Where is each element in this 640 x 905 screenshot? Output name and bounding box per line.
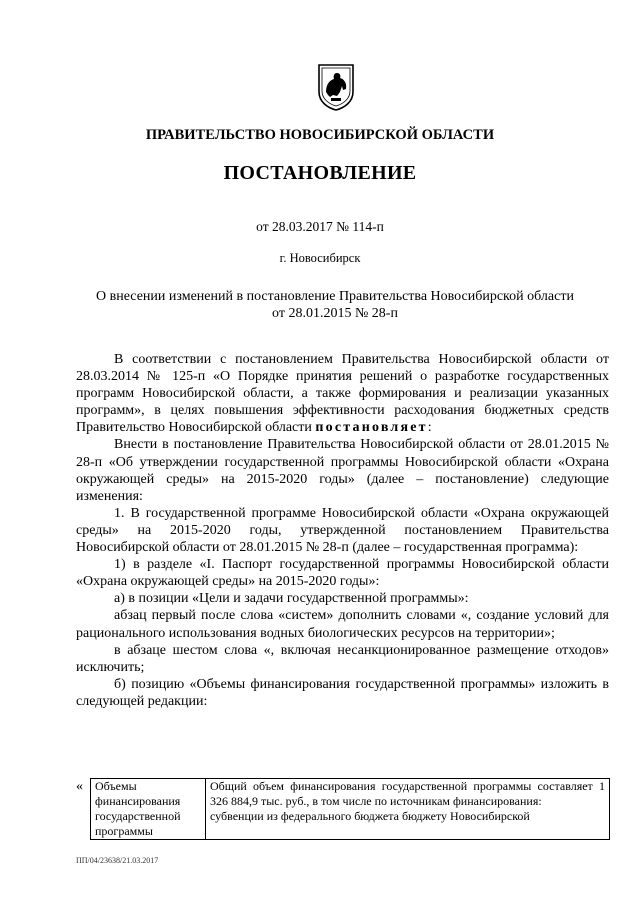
date-number: от 28.03.2017 № 114-п	[256, 219, 384, 234]
table-row	[91, 779, 610, 840]
paragraph-3: 1. В государственной программе Новосибирской области «Охрана окружающей среды» на 2015-2020 годы, утвержденной постановлением Правительства Новосибирской области от 28.01.2015 № 28-п (далее – государственная программа):	[76, 505, 609, 556]
city: г. Новосибирск	[279, 251, 361, 265]
financing-text-continued: субвенции из федерального бюджета бюджету Новосибирской	[210, 809, 530, 823]
footer-code: ПП/04/23638/21.03.2017	[76, 856, 159, 865]
document-type-title: ПОСТАНОВЛЕНИЕ	[223, 162, 417, 184]
financing-text: Общий объем финансирования государственной программы составляет 1 326 884,9 тыс. руб., в том числе по источникам финансирования:	[210, 779, 605, 808]
table-cell-value	[206, 779, 610, 840]
paragraph-5: а) в позиции «Цели и задачи государственной программы»:	[114, 591, 469, 607]
paragraph-1	[76, 351, 609, 436]
paragraph-1-end: :	[427, 420, 432, 436]
paragraph-1-text: В соответствии с постановлением Правительства Новосибирской области от 28.03.2014 № 125-п «О Порядке принятия решений о разработке государственных программ Новосибирской области, а также формирования и реализации указанных программ», в целях повышения эффективности расходования бюджетных средств Правительство Новосибирской области	[76, 352, 609, 436]
subject-line-1: О внесении изменений в постановление Правительства Новосибирской области	[96, 289, 574, 304]
coat-of-arms-emblem	[316, 62, 356, 112]
document-body	[76, 351, 609, 710]
paragraph-2: Внести в постановление Правительства Новосибирской области от 28.01.2015 № 28-п «Об утверждении государственной программы Новосибирской области «Охрана окружающей среды» на 2015-2020 годы» (далее – постановление) следующие изменения:	[76, 437, 609, 504]
organization-name: ПРАВИТЕЛЬСТВО НОВОСИБИРСКОЙ ОБЛАСТИ	[145, 127, 495, 143]
opening-quote: «	[76, 779, 83, 794]
financing-table	[90, 778, 610, 840]
document-subject	[70, 288, 600, 322]
paragraph-4: 1) в разделе «I. Паспорт государственной программы Новосибирской области «Охрана окружающей среды» на 2015-2020 годы»:	[76, 557, 609, 590]
paragraph-7: в абзаце шестом слова «, включая несанкционированное размещение отходов» исключить;	[76, 642, 609, 675]
paragraph-6: абзац первый после слова «систем» дополнить словами «, создание условий для рационального использования водных биологических ресурсов на территории»;	[76, 608, 609, 641]
paragraph-8: б) позицию «Объемы финансирования государственной программы» изложить в следующей редакции:	[76, 676, 609, 709]
subject-line-2: от 28.01.2015 № 28-п	[272, 306, 398, 321]
resolution-word: постановляет	[315, 420, 428, 436]
table-cell-label: Объемы финансирования государственной программы	[91, 779, 206, 840]
